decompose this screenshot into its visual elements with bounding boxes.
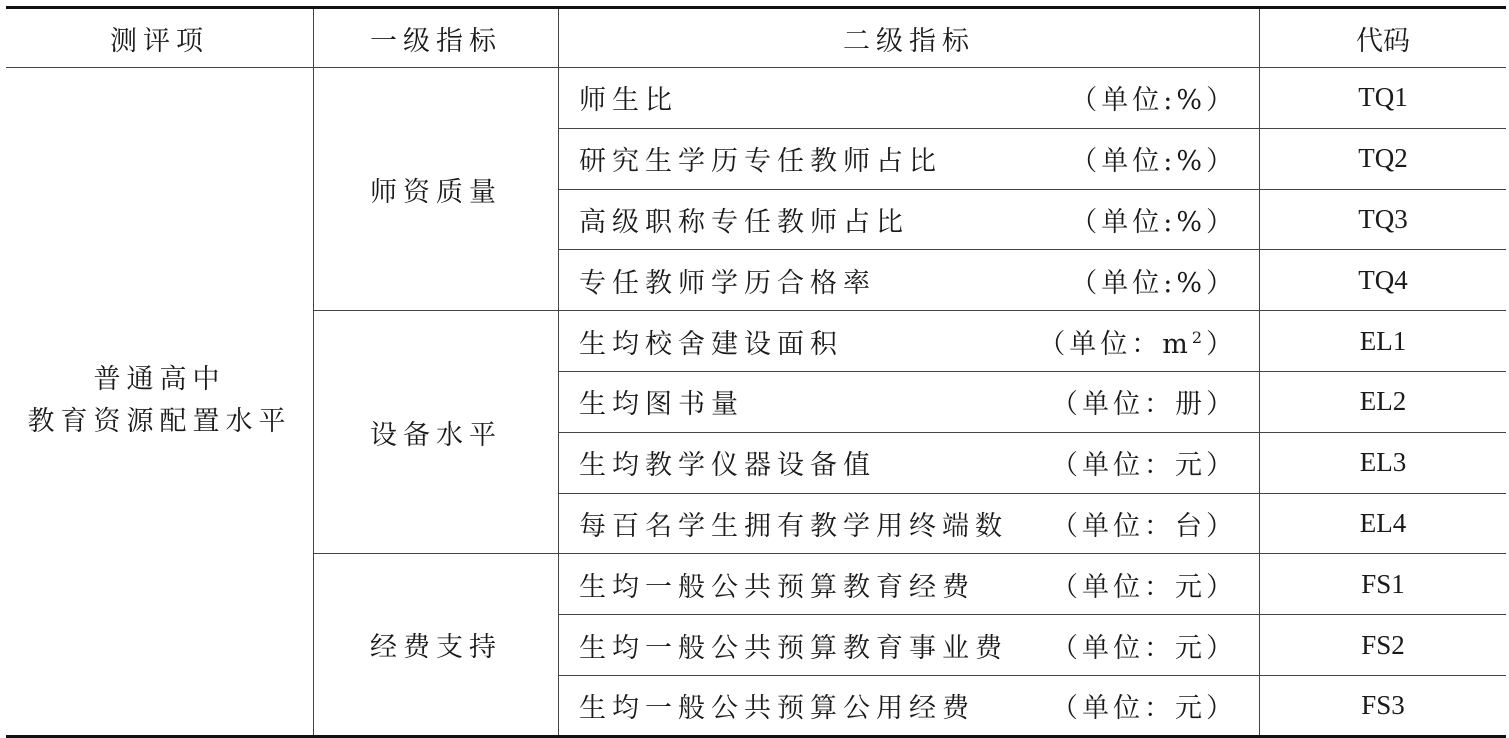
code-text: TQ2 [1358,143,1408,174]
code-cell [1260,68,1507,129]
level2-unit: （单位：元） [1051,450,1237,482]
code-text: TQ4 [1358,264,1408,295]
level2-cell [559,68,1260,129]
code-cell [1260,615,1507,676]
level2-cell [559,432,1260,493]
level2-unit: （单位：元） [1051,692,1237,724]
code-text: FS3 [1361,689,1405,720]
level2-name: 生均一般公共预算公用经费 [579,692,975,724]
code-text: FS1 [1361,568,1405,599]
level2-unit: （单位:%） [1070,267,1237,299]
evaluation-item-line2: 教育资源配置水平 [27,406,292,438]
level2-unit: （单位：元） [1051,632,1237,664]
indicator-table [6,6,1506,738]
code-text: EL2 [1359,386,1407,417]
code-text: FS2 [1361,629,1405,660]
level2-unit: （单位:%） [1070,206,1237,238]
code-text: EL1 [1359,325,1407,356]
unit-prefix: （单位：m [1038,328,1192,360]
indicator-table-container [6,6,1503,736]
level2-unit: （单位：元） [1051,571,1237,603]
level2-cell [559,675,1260,736]
level2-name: 师生比 [579,85,678,117]
level1-funding-support: 经费支持 [314,554,559,736]
evaluation-item-cell [6,68,314,737]
level2-unit: （单位：台） [1051,510,1237,542]
level2-cell [559,493,1260,554]
level1-equipment-level: 设备水平 [314,311,559,554]
level2-name: 每百名学生拥有教学用终端数 [579,510,1008,542]
level2-cell [559,615,1260,676]
code-text: TQ1 [1358,82,1408,113]
code-cell [1260,493,1507,554]
level2-cell [559,128,1260,189]
level2-cell [559,371,1260,432]
header-level1: 一级指标 [314,8,559,68]
level2-unit: （单位:%） [1070,146,1237,178]
level2-name: 生均图书量 [579,389,744,421]
code-cell [1260,128,1507,189]
level2-name: 专任教师学历合格率 [579,267,876,299]
level2-name: 生均教学仪器设备值 [579,450,876,482]
level2-name: 生均一般公共预算教育经费 [579,571,975,603]
header-code: 代码 [1260,8,1507,68]
table-header-row [6,8,1506,68]
code-text: TQ3 [1358,203,1408,234]
level2-cell [559,189,1260,250]
table-row [6,68,1506,129]
level2-unit [1038,322,1237,361]
level2-unit: （单位:%） [1070,85,1237,117]
level2-name: 研究生学历专任教师占比 [579,146,942,178]
code-text: EL4 [1359,507,1407,538]
level1-teacher-quality: 师资质量 [314,68,559,311]
code-cell [1260,675,1507,736]
level2-cell [559,311,1260,372]
header-item: 测评项 [6,8,314,68]
level2-cell [559,554,1260,615]
code-cell [1260,250,1507,311]
code-cell [1260,554,1507,615]
level2-name: 生均校舍建设面积 [579,328,843,360]
evaluation-item-line1: 普通高中 [93,364,226,396]
code-cell [1260,189,1507,250]
level2-unit: （单位：册） [1051,389,1237,421]
level2-name: 高级职称专任教师占比 [579,206,909,238]
unit-superscript: 2 [1191,327,1206,347]
unit-suffix: ） [1206,328,1237,360]
header-level2: 二级指标 [559,8,1260,68]
code-cell [1260,432,1507,493]
level2-name: 生均一般公共预算教育事业费 [579,632,1008,664]
code-text: EL3 [1359,447,1407,478]
code-cell [1260,371,1507,432]
level2-cell [559,250,1260,311]
code-cell [1260,311,1507,372]
